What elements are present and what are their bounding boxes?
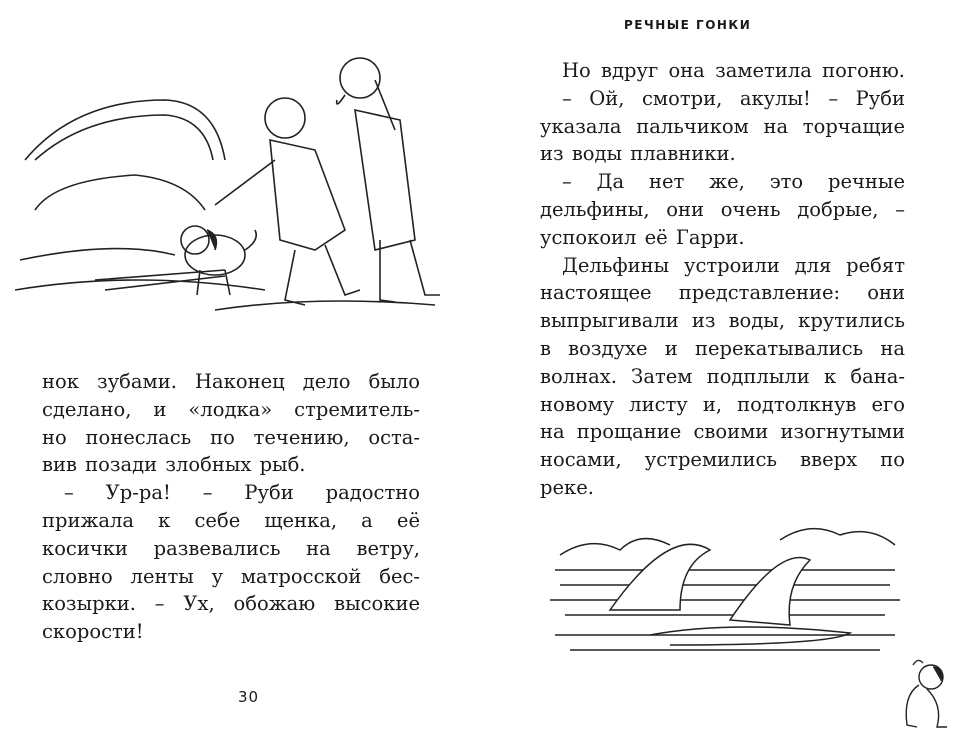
illustration-children-puppy (15, 40, 445, 340)
text-line: дельфины, они очень добрые, – (540, 197, 905, 221)
text-line: нок зубами. Наконец дело было (42, 370, 420, 393)
text-line: козырки. – Ух, обожаю высокие (42, 592, 420, 616)
page-number: 30 (238, 688, 260, 706)
text-line: новому листу и, подтолкнув его (540, 392, 905, 416)
text-line: волнах. Затем подплыли к бана- (540, 364, 905, 388)
text-line: из воды плавники. (540, 142, 736, 166)
text-line: сделано, и «лодка» стремитель- (42, 397, 420, 421)
text-line: Но вдруг она заметила погоню. (562, 59, 905, 82)
left-page-text (42, 368, 420, 646)
text-line: но понеслась по течению, оста- (42, 425, 420, 449)
text-line: настоящее представление: они (540, 281, 905, 305)
right-page-text (540, 57, 905, 502)
text-line: вив позади злобных рыб. (42, 453, 306, 477)
text-line: косички развевались на ветру, (42, 536, 420, 560)
text-line: указала пальчиком на торчащие (540, 114, 905, 138)
illustration-dolphin-fins (550, 515, 900, 665)
text-line: реке. (540, 475, 594, 499)
text-line: – Ой, смотри, акулы! – Руби (562, 86, 905, 110)
text-line: Дельфины устроили для ребят (562, 253, 905, 277)
text-line: носами, устремились вверх по (540, 448, 905, 472)
puppy-corner-icon (893, 655, 955, 735)
text-line: выпрыгивали из воды, крутились (540, 309, 905, 333)
text-line: прижала к себе щенка, а её (42, 508, 420, 532)
text-line: в воздухе и перекатывались на (540, 336, 905, 360)
text-line: на прощание своими изогнутыми (540, 420, 905, 444)
text-line: успокоил её Гарри. (540, 225, 745, 249)
text-line: скорости! (42, 620, 144, 644)
text-line: словно ленты у матросской бес- (42, 564, 420, 588)
text-line: – Ур-ра! – Руби радостно (64, 481, 420, 505)
running-header: РЕЧНЫЕ ГОНКИ (624, 18, 752, 32)
text-line: – Да нет же, это речные (562, 170, 905, 194)
